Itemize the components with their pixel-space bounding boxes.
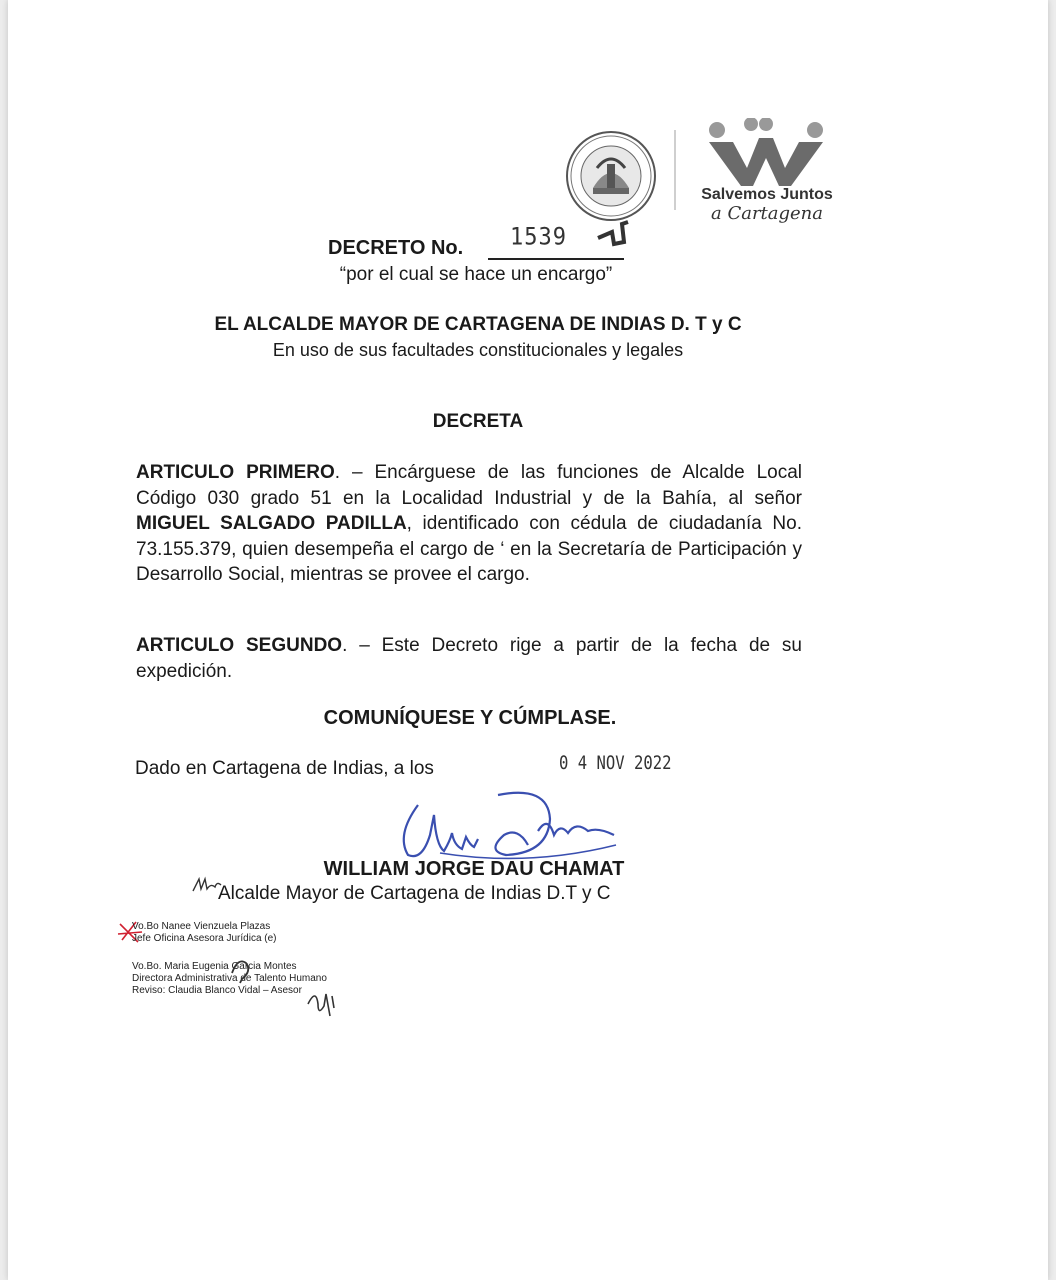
article-segundo-heading: ARTICULO SEGUNDO <box>136 635 343 656</box>
approval-initials-2 <box>304 986 344 1020</box>
cartagena-seal <box>563 128 659 224</box>
closing-formula: COMUNÍQUESE Y CÚMPLASE. <box>323 707 617 729</box>
approval-line-4: Directora Administrativa de Talento Humano <box>132 973 327 984</box>
date-stamp: 0 4 NOV 2022 <box>559 752 672 774</box>
article-primero-text-1: . – Encárguese de las funciones de Alcalde Local Código 030 grado 51 en la Localidad Industrial y de la Bahía, al señor <box>136 462 803 509</box>
article-primero-heading: ARTICULO PRIMERO <box>136 462 335 483</box>
number-ink-mark <box>594 218 634 248</box>
document-page <box>8 0 1048 1280</box>
decree-underline <box>488 258 624 260</box>
approval-line-5: Reviso: Claudia Blanco Vidal – Asesor <box>132 985 302 996</box>
logo-line-1: Salvemos Juntos <box>701 186 833 203</box>
decree-number: 1539 <box>510 223 567 252</box>
article-segundo-text: . – Este Decreto rige a partir de la fecha de su expedición. <box>136 635 802 682</box>
article-primero-person: MIGUEL SALGADO PADILLA <box>136 513 407 534</box>
mayor-signature <box>378 775 618 865</box>
signer-position: Alcalde Mayor de Cartagena de Indias D.T y C <box>218 883 611 904</box>
article-primero-text-2: , identificado con cédula de ciudadanía No. 73.155.379, quien desempeña el cargo de ‘ en la Secretaría de Participación y Desarrollo Social, mientras se provee el cargo. <box>136 513 802 585</box>
decree-subtitle: “por el cual se hace un encargo” <box>339 264 613 285</box>
authority-subtitle: En uso de sus facultades constitucionales y legales <box>272 340 684 360</box>
approval-block-1 <box>132 921 277 945</box>
decree-label: DECRETO No. <box>328 237 464 259</box>
article-segundo <box>136 633 802 684</box>
signer-name: WILLIAM JORGE DAU CHAMAT <box>323 858 625 880</box>
decreta-heading: DECRETA <box>432 411 524 432</box>
approval-line-1: Vo.Bo Nanee Vienzuela Plazas <box>132 921 271 932</box>
given-text: Dado en Cartagena de Indias, a los <box>135 758 434 779</box>
logo-line-2: a Cartagena <box>710 203 824 224</box>
article-primero <box>136 460 802 588</box>
approval-line-3: Vo.Bo. Maria Eugenia Garcia Montes <box>132 961 297 972</box>
salvemos-juntos-logo <box>703 118 833 188</box>
header-divider <box>674 130 676 210</box>
approval-line-2: Jefe Oficina Asesora Jurídica (e) <box>132 933 277 944</box>
authority-title: EL ALCALDE MAYOR DE CARTAGENA DE INDIAS D. T y C <box>214 314 742 335</box>
approval-initials-1 <box>228 953 258 985</box>
